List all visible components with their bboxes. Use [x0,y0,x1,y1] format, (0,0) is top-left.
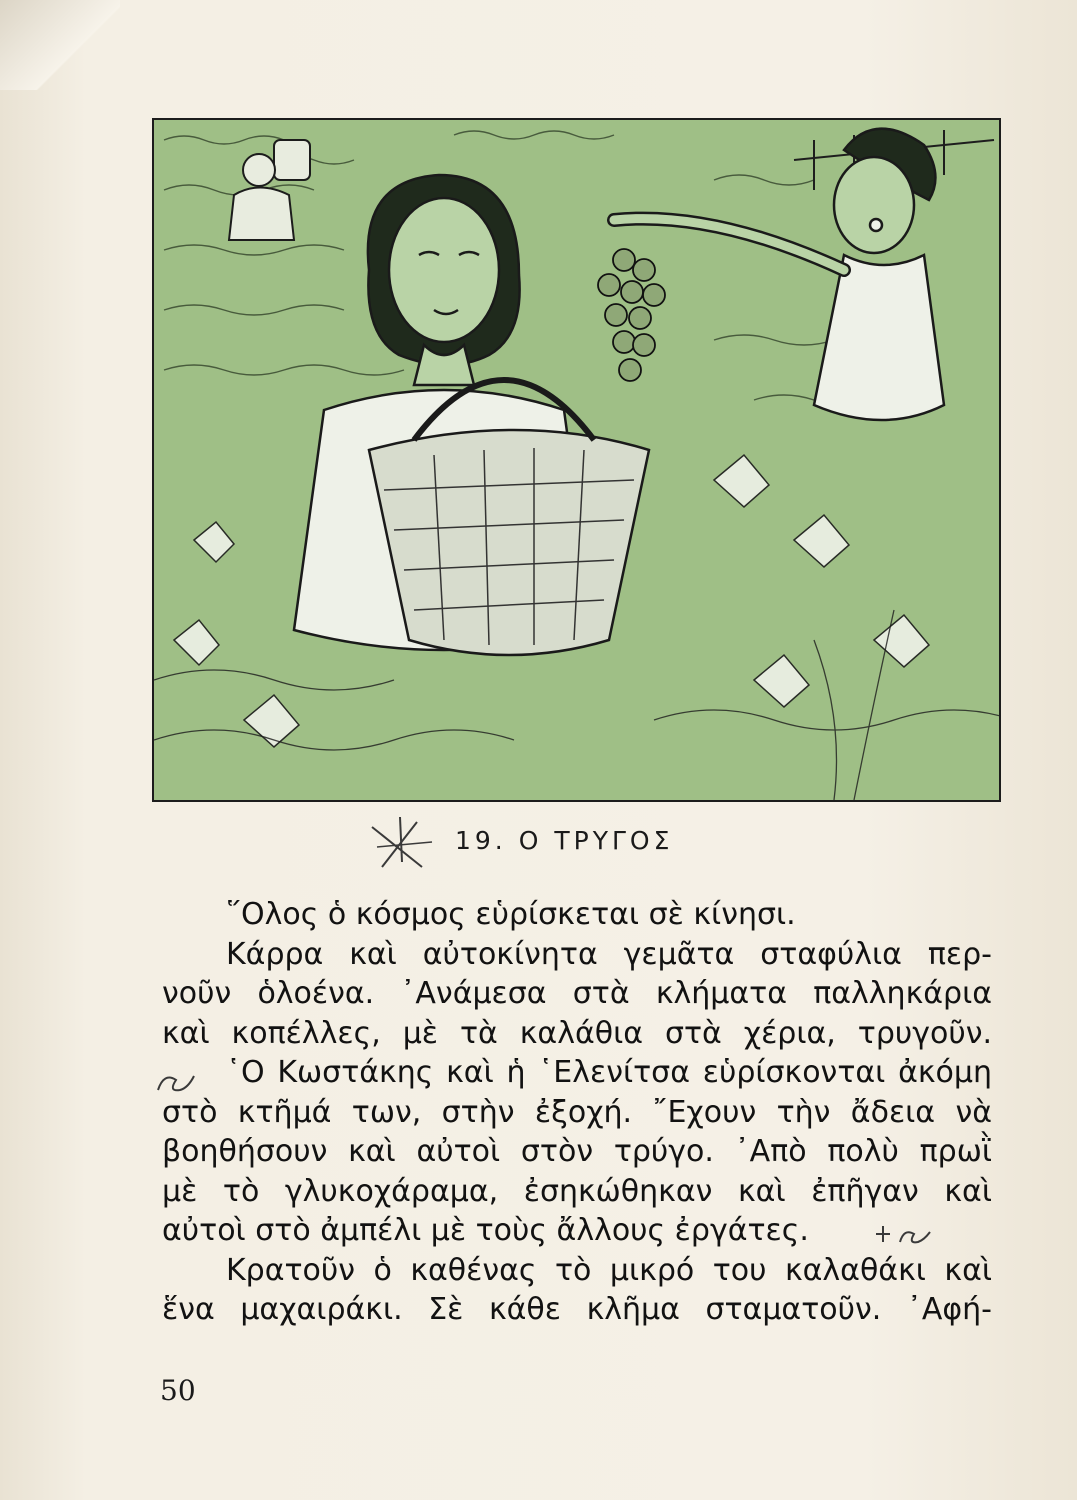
pencil-margin-scribble [150,1062,200,1098]
page-corner [0,0,120,90]
text-line: ῾Ο Κωστάκης καὶ ἡ ῾Ελενίτσα εὑρίσκονται ἀκόμη [226,1055,992,1090]
text-line: στὸ κτῆμά των, στὴν ἐξοχή. ῎Εχουν τὴν ἄδεια νὰ [162,1094,992,1130]
text-line: μὲ τὸ γλυκοχάραμα, ἐσηκώθηκαν καὶ ἐπῆγαν καὶ [162,1173,992,1209]
text-line: Κάρρα καὶ αὐτοκίνητα γεμᾶτα σταφύλια περ- [226,936,992,972]
pencil-cross-mark [362,812,442,872]
page-number: 50 [160,1374,196,1407]
text-line: νοῦν ὁλοένα. ᾿Ανάμεσα στὰ κλήματα παλληκάρια [162,976,992,1011]
text-line: βοηθήσουν καὶ αὐτοὶ στὸν τρύγο. ᾿Απὸ πολὺ πρωῒ [162,1134,992,1169]
pencil-end-scribble [872,1218,934,1250]
text-line: αὐτοὶ στὸ ἀμπέλι μὲ τοὺς ἄλλους ἐργάτες. [162,1213,809,1248]
chapter-title: Ο ΤΡΥΓΟΣ [518,826,674,855]
chapter-text [162,895,992,1355]
text-line: Κρατοῦν ὁ καθένας τὸ μικρό του καλαθάκι καὶ [226,1252,992,1288]
chapter-heading [455,826,755,862]
text-line: ῞Ολος ὁ κόσμος εὑρίσκεται σὲ κίνησι. [226,897,796,932]
grape-harvest-illustration [152,118,1001,802]
chapter-number: 19. [455,826,507,855]
text-line: καὶ κοπέλλες, μὲ τὰ καλάθια στὰ χέρια, τρυγοῦν. [162,1015,992,1051]
text-line: ἕνα μαχαιράκι. Σὲ κάθε κλῆμα σταματοῦν. ᾿Αφή- [162,1292,992,1327]
